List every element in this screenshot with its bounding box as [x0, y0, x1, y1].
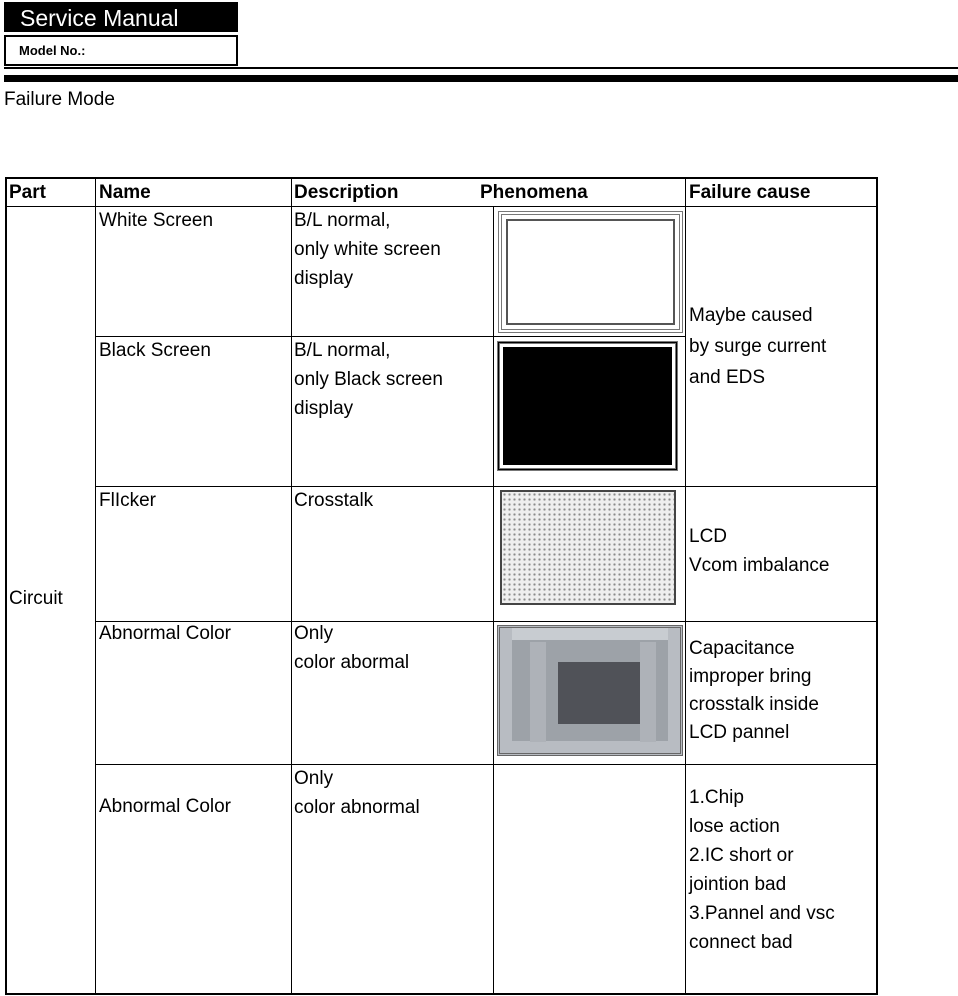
column-divider — [95, 177, 96, 995]
header-rule-thin — [4, 67, 958, 69]
crosstalk-dots-image — [500, 490, 676, 605]
row-description: B/L normal, only white screen display — [294, 210, 441, 289]
model-number-label: Model No.: — [4, 35, 238, 66]
failure-cause: LCD Vcom imbalance — [689, 526, 830, 576]
row-description: Crosstalk — [294, 490, 374, 511]
row-name: Abnormal Color — [99, 796, 231, 817]
row-description: Only color abnormal — [294, 768, 420, 818]
color-block-top — [512, 628, 668, 640]
row-name: White Screen — [99, 210, 214, 231]
white-screen-image — [498, 211, 683, 333]
failure-cause: 1.Chip lose action 2.IC short or jointion bad 3.Pannel and vsc connect bad — [689, 787, 835, 953]
color-block-dark-center — [558, 662, 640, 724]
header-failure-cause: Failure cause — [689, 182, 811, 203]
row-description: B/L normal, only Black screen display — [294, 340, 443, 419]
row-name: FlIcker — [99, 490, 156, 511]
part-circuit: Circuit — [9, 588, 63, 609]
header-rule-thick — [4, 75, 958, 82]
abnormal-color-image — [497, 625, 683, 756]
column-divider — [685, 177, 686, 995]
column-divider — [493, 207, 494, 995]
table-border-bottom — [5, 993, 878, 995]
column-divider — [291, 177, 292, 995]
section-title: Failure Mode — [4, 89, 115, 110]
row-description: Only color abormal — [294, 623, 410, 673]
color-block-stripe — [530, 642, 546, 742]
row-name: Abnormal Color — [99, 623, 231, 644]
black-screen-image — [497, 341, 678, 471]
failure-cause: Maybe caused by surge current and EDS — [689, 305, 827, 388]
row-divider — [95, 486, 878, 487]
header-part: Part — [9, 182, 46, 203]
manual-title: Service Manual — [4, 2, 238, 32]
header-name: Name — [99, 182, 151, 203]
table-border-right — [876, 177, 878, 995]
table-border-top — [5, 177, 878, 179]
color-block-stripe — [640, 642, 656, 742]
header-phenomena: Phenomena — [480, 182, 588, 203]
failure-cause: Capacitance improper bring crosstalk inside LCD pannel — [689, 638, 819, 743]
table-border-left — [5, 177, 7, 995]
header-description: Description — [294, 182, 399, 203]
row-name: Black Screen — [99, 340, 211, 361]
row-divider — [95, 764, 878, 765]
